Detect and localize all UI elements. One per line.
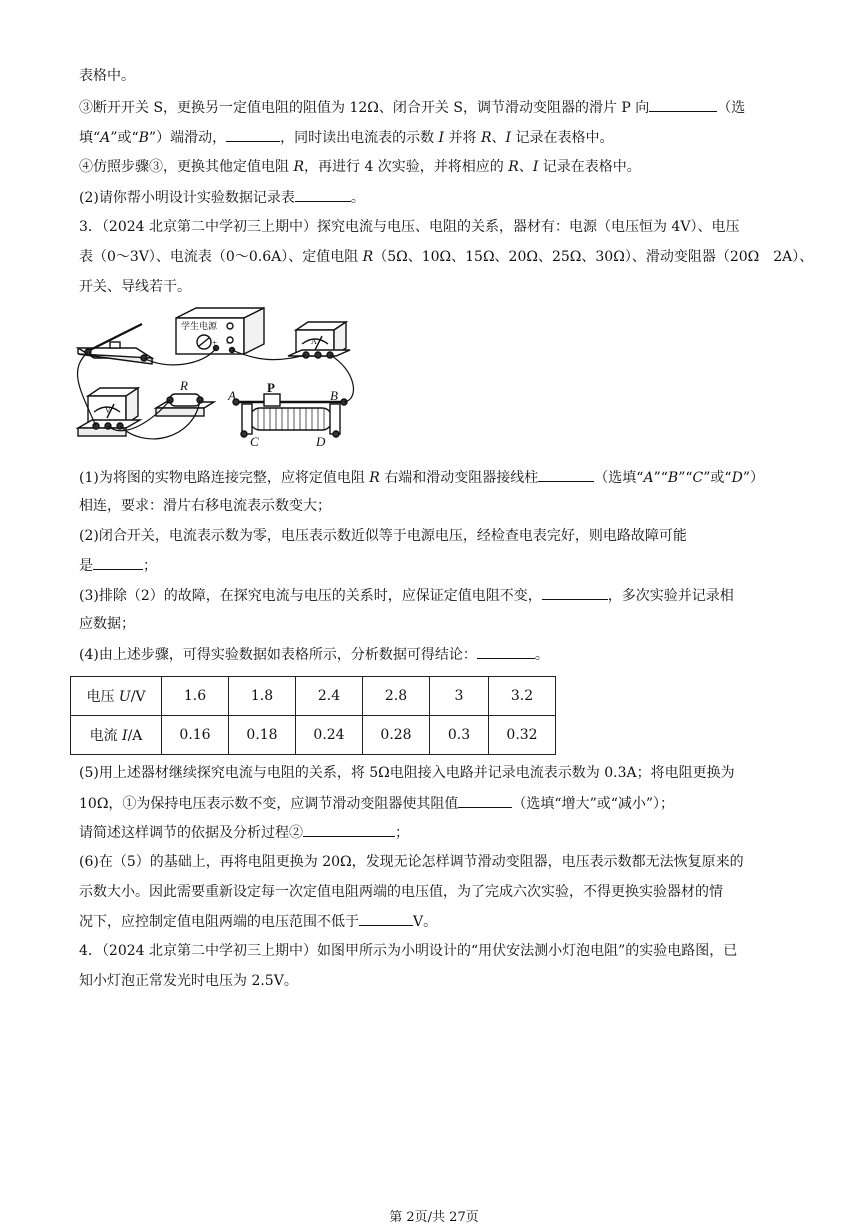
text-fragment: /V [130, 689, 146, 705]
text-line [79, 157, 799, 177]
text-line [79, 555, 799, 576]
text-fragment: （选填“ [594, 470, 644, 486]
text-fragment: ，多次实验并记录相 [607, 588, 734, 604]
text-fragment: 是 [79, 558, 93, 574]
text-fragment: 电压 [86, 689, 119, 705]
power-supply-icon [176, 308, 264, 354]
text-fragment: ”“ [653, 470, 668, 486]
table-cell: 3.2 [489, 677, 556, 716]
text-fragment: D [731, 470, 743, 486]
text-fragment: （选填“增大”或“减小”）； [512, 796, 675, 812]
text-fragment: 、 [491, 130, 506, 146]
text-fragment: 表格中。 [79, 68, 135, 84]
text-fragment: I [505, 130, 512, 146]
table-cell: 0.16 [162, 716, 229, 755]
text-fragment: 知小灯泡正常发光时电压为 2.5V。 [79, 973, 298, 989]
text-fragment: (2)请你帮小明设计实验数据记录表 [79, 190, 295, 206]
table-row [71, 716, 556, 755]
text-fragment: (3)排除（2）的故障，在探究电流与电压的关系时，应保证定值电阻不变， [79, 588, 542, 604]
text-line [79, 644, 799, 665]
ammeter-unit-label: A [311, 337, 317, 346]
text-fragment: I [532, 159, 539, 175]
text-fragment: B [138, 130, 149, 146]
text-fragment: R [362, 249, 374, 265]
table-cell: 2.4 [296, 677, 363, 716]
circuit-figure [74, 300, 364, 452]
text-line [79, 187, 799, 208]
table-cell: 0.24 [296, 716, 363, 755]
text-fragment: A [643, 470, 654, 486]
data-table [70, 676, 556, 755]
text-fragment: 请简述这样调节的依据及分析过程② [79, 825, 303, 841]
text-line [79, 97, 799, 118]
text-line [79, 247, 814, 267]
text-line [79, 971, 799, 991]
text-fragment: (4)由上述步骤，可得实验数据如表格所示，分析数据可得结论： [79, 647, 477, 663]
text-fragment: 表（0～3V）、电流表（0～0.6A）、定值电阻 [79, 249, 363, 265]
text-fragment: （5Ω、10Ω、15Ω、20Ω、25Ω、30Ω）、滑动变阻器（20Ω 2A）、 [373, 249, 814, 265]
resistor-icon [156, 394, 214, 416]
text-fragment: V。 [413, 914, 438, 930]
text-fragment: 示数大小。因此需要重新设定每一次定值电阻两端的电压值，为了完成六次实验，不得更换实验器材的情 [79, 884, 723, 900]
label-b: B [330, 388, 338, 403]
text-line [79, 467, 799, 488]
label-p: P [267, 380, 275, 395]
table-cell: 0.28 [363, 716, 430, 755]
text-line [79, 763, 799, 783]
text-fragment: 、 [518, 159, 533, 175]
text-fragment: 应数据； [79, 616, 135, 632]
page-footer: 第 2页/共 27页 [389, 1210, 479, 1225]
text-fragment: 3．（2024 北京第二中学初三上期中）探究电流与电压、电阻的关系，器材有：电源（电压恒为 4V）、电压 [79, 219, 740, 235]
text-line [79, 585, 799, 606]
text-fragment: I [122, 728, 128, 744]
text-fragment: B [667, 470, 679, 486]
answer-blank [538, 467, 594, 482]
text-fragment: A [100, 130, 111, 146]
answer-blank [359, 911, 413, 926]
table-cell: 1.6 [162, 677, 229, 716]
label-d: D [316, 434, 326, 449]
switch-icon [78, 324, 152, 364]
label-r: R [180, 378, 188, 393]
ammeter-icon [288, 322, 350, 358]
text-fragment: 填“ [79, 130, 101, 146]
table-cell: 1.8 [229, 677, 296, 716]
text-fragment: R [508, 159, 519, 175]
text-line [79, 793, 799, 814]
text-fragment: 电流 [89, 728, 123, 744]
text-fragment: 。 [350, 190, 365, 206]
table-cell: 3 [430, 677, 489, 716]
text-line [79, 852, 799, 872]
table-cell: 0.3 [430, 716, 489, 755]
table-cell: 2.8 [363, 677, 430, 716]
text-fragment: 记录在表格中。 [538, 159, 641, 175]
text-line [79, 496, 799, 516]
text-fragment: 并将 [444, 130, 481, 146]
answer-blank [303, 822, 395, 837]
text-line [79, 526, 799, 546]
text-fragment: 况下，应控制定值电阻两端的电压范围不低于 [79, 914, 359, 930]
answer-blank [93, 555, 143, 570]
text-fragment: (5)用上述器材继续探究电流与电阻的关系，将 5Ω电阻接入电路并记录电流表示数为 0.3A；将电阻更换为 [79, 765, 735, 781]
text-fragment: 开关、导线若干。 [79, 279, 191, 295]
answer-blank [477, 644, 535, 659]
text-fragment: 10Ω，①为保持电压表示数不变，应调节滑动变阻器使其阻值 [79, 796, 459, 812]
text-line [79, 217, 799, 237]
text-line [79, 941, 799, 961]
text-line [79, 882, 799, 902]
text-fragment: 右端和滑动变阻器接线柱 [379, 470, 539, 486]
text-fragment: （选 [717, 100, 746, 116]
answer-blank [649, 97, 717, 112]
text-fragment: ”“ [678, 470, 693, 486]
text-fragment: /A [127, 728, 143, 744]
text-fragment: ③断开开关 S，更换另一定值电阻的阻值为 12Ω、闭合开关 S，调节滑动变阻器的滑片 P 向 [79, 100, 650, 116]
text-fragment: ； [395, 825, 409, 841]
text-fragment: C [692, 470, 704, 486]
text-fragment: ”） [742, 470, 764, 486]
row-header-current [71, 716, 162, 755]
answer-blank [226, 127, 280, 142]
text-fragment: ，同时读出电流表的示数 [280, 130, 439, 146]
text-fragment: R [369, 470, 380, 486]
text-fragment: ④仿照步骤③，更换其他定值电阻 [79, 159, 294, 175]
row-header-voltage [71, 677, 162, 716]
text-fragment: (1)为将图的实物电路连接完整，应将定值电阻 [79, 470, 370, 486]
minus-label: − [226, 338, 232, 348]
table-cell: 0.32 [489, 716, 556, 755]
text-fragment: (6)在（5）的基础上，再将电阻更换为 20Ω，发现无论怎样调节滑动变阻器，电压表示数都无法恢复原来的 [79, 854, 744, 870]
text-fragment: ”或“ [703, 470, 732, 486]
label-c: C [250, 434, 259, 449]
power-label: 学生电源 [181, 321, 218, 331]
answer-blank [542, 585, 608, 600]
text-line [79, 614, 799, 634]
label-a: A [228, 388, 236, 403]
table-row [71, 677, 556, 716]
text-line [79, 66, 799, 86]
text-line [79, 127, 799, 148]
text-fragment: 相连，要求：滑片右移电流表示数变大； [79, 498, 331, 514]
answer-blank [458, 793, 512, 808]
text-fragment: R [480, 130, 492, 146]
plus-label: + [212, 338, 218, 348]
text-fragment: I [438, 130, 445, 146]
text-fragment: ，再进行 4 次实验，并将相应的 [304, 159, 509, 175]
text-fragment: U [118, 689, 131, 705]
answer-blank [295, 187, 351, 202]
text-fragment: 4．（2024 北京第二中学初三上期中）如图甲所示为小明设计的“用伏安法测小灯泡电阻”的实验电路图，已 [79, 943, 738, 959]
text-fragment: ； [143, 558, 157, 574]
text-fragment: R [293, 159, 304, 175]
voltmeter-unit-label: V [105, 406, 111, 415]
text-fragment: ”或“ [110, 130, 139, 146]
text-fragment: 。 [534, 647, 549, 663]
text-line [79, 822, 799, 843]
text-fragment: 记录在表格中。 [511, 130, 614, 146]
text-line [79, 911, 799, 932]
text-fragment: (2)闭合开关，电流表示数为零，电压表示数近似等于电源电压，经检查电表完好，则电路故障可能 [79, 528, 687, 544]
text-line [79, 277, 799, 297]
table-cell: 0.18 [229, 716, 296, 755]
text-fragment: ”）端滑动， [148, 130, 227, 146]
